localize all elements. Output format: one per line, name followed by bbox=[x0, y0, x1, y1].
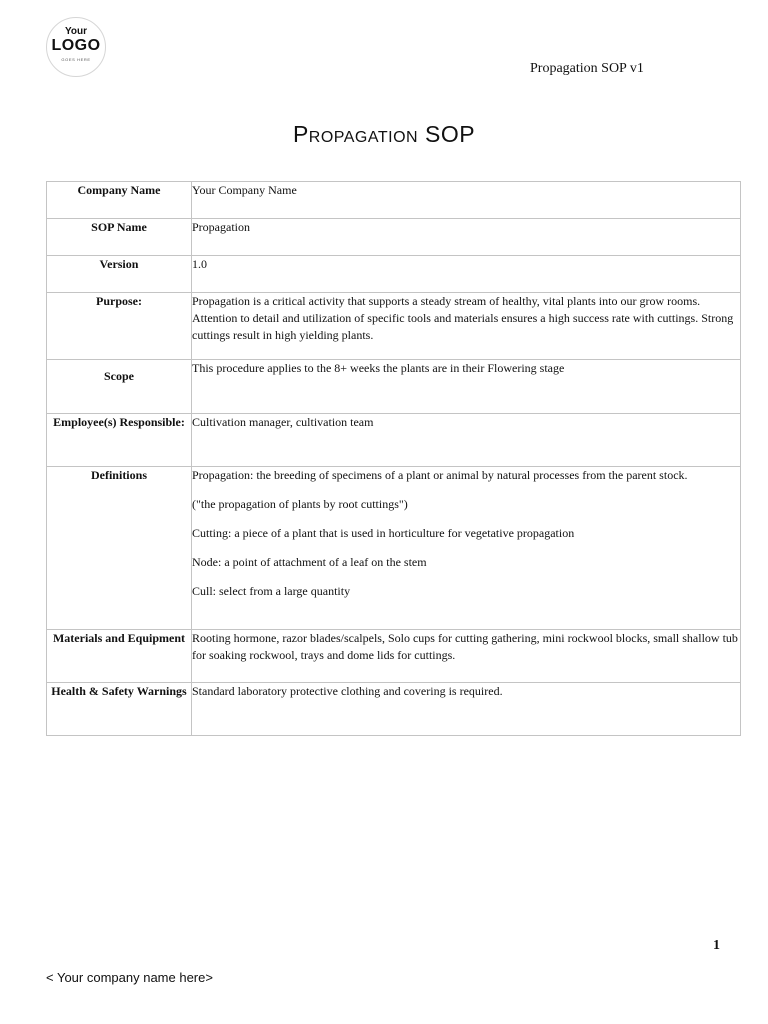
row-value bbox=[192, 414, 741, 467]
row-value bbox=[192, 256, 741, 293]
row-value bbox=[192, 182, 741, 219]
company-logo bbox=[46, 17, 106, 77]
row-label: Purpose: bbox=[47, 293, 192, 360]
logo-line-logo: LOGO bbox=[51, 37, 101, 54]
table-row-employees bbox=[47, 414, 741, 467]
logo-line-your: Your bbox=[64, 26, 88, 37]
definition-propagation: Propagation: the breeding of specimens of a plant or animal by natural processes from the parent stock. bbox=[192, 468, 688, 482]
page-number: 1 bbox=[713, 938, 720, 953]
row-value-text: Your Company Name bbox=[192, 183, 297, 197]
definition-cull: Cull: select from a large quantity bbox=[192, 584, 351, 598]
row-value-text: Rooting hormone, razor blades/scalpels, Solo cups for cutting gathering, mini rockwool blocks, small shallow tub for soaking rockwool, trays and dome lids for cuttings. bbox=[192, 631, 738, 662]
row-value-text: 1.0 bbox=[192, 257, 207, 271]
sop-table bbox=[46, 181, 741, 736]
definition-example: ("the propagation of plants by root cuttings") bbox=[192, 497, 408, 511]
table-row-purpose bbox=[47, 293, 741, 360]
row-value bbox=[192, 467, 741, 630]
page-title: Propagation SOP bbox=[292, 121, 476, 147]
row-label: Employee(s) Responsible: bbox=[47, 414, 192, 467]
table-row-definitions bbox=[47, 467, 741, 630]
row-value bbox=[192, 683, 741, 736]
definition-cutting: Cutting: a piece of a plant that is used in horticulture for vegetative propagation bbox=[192, 526, 575, 540]
row-label: Scope bbox=[47, 360, 192, 414]
row-label: Version bbox=[47, 256, 192, 293]
table-row-scope bbox=[47, 360, 741, 414]
row-value-text: Standard laboratory protective clothing and covering is required. bbox=[192, 684, 503, 698]
row-value-text: Propagation is a critical activity that supports a steady stream of healthy, vital plants into our grow rooms. Attention to detail and utilization of specific tools and materials ensures a high success rate with cuttings. Strong cuttings result in high yielding plants. bbox=[192, 294, 734, 342]
row-label: Materials and Equipment bbox=[47, 630, 192, 683]
footer-company-name: < Your company name here> bbox=[46, 970, 213, 985]
row-label: Company Name bbox=[47, 182, 192, 219]
row-value bbox=[192, 219, 741, 256]
table-row-sop-name bbox=[47, 219, 741, 256]
row-value-text: Propagation bbox=[192, 220, 250, 234]
table-row-version bbox=[47, 256, 741, 293]
row-value bbox=[192, 360, 741, 414]
row-value-text: Cultivation manager, cultivation team bbox=[192, 415, 374, 429]
definition-node: Node: a point of attachment of a leaf on the stem bbox=[192, 555, 427, 569]
row-label: SOP Name bbox=[47, 219, 192, 256]
table-row-health-safety bbox=[47, 683, 741, 736]
row-label: Health & Safety Warnings bbox=[47, 683, 192, 736]
row-value bbox=[192, 630, 741, 683]
table-row-company-name bbox=[47, 182, 741, 219]
table-row-materials bbox=[47, 630, 741, 683]
row-value bbox=[192, 293, 741, 360]
logo-line-goes-here: GOES HERE bbox=[61, 57, 91, 62]
row-value-text: This procedure applies to the 8+ weeks the plants are in their Flowering stage bbox=[192, 361, 565, 375]
document-reference: Propagation SOP v1 bbox=[530, 61, 644, 76]
row-label: Definitions bbox=[47, 467, 192, 630]
